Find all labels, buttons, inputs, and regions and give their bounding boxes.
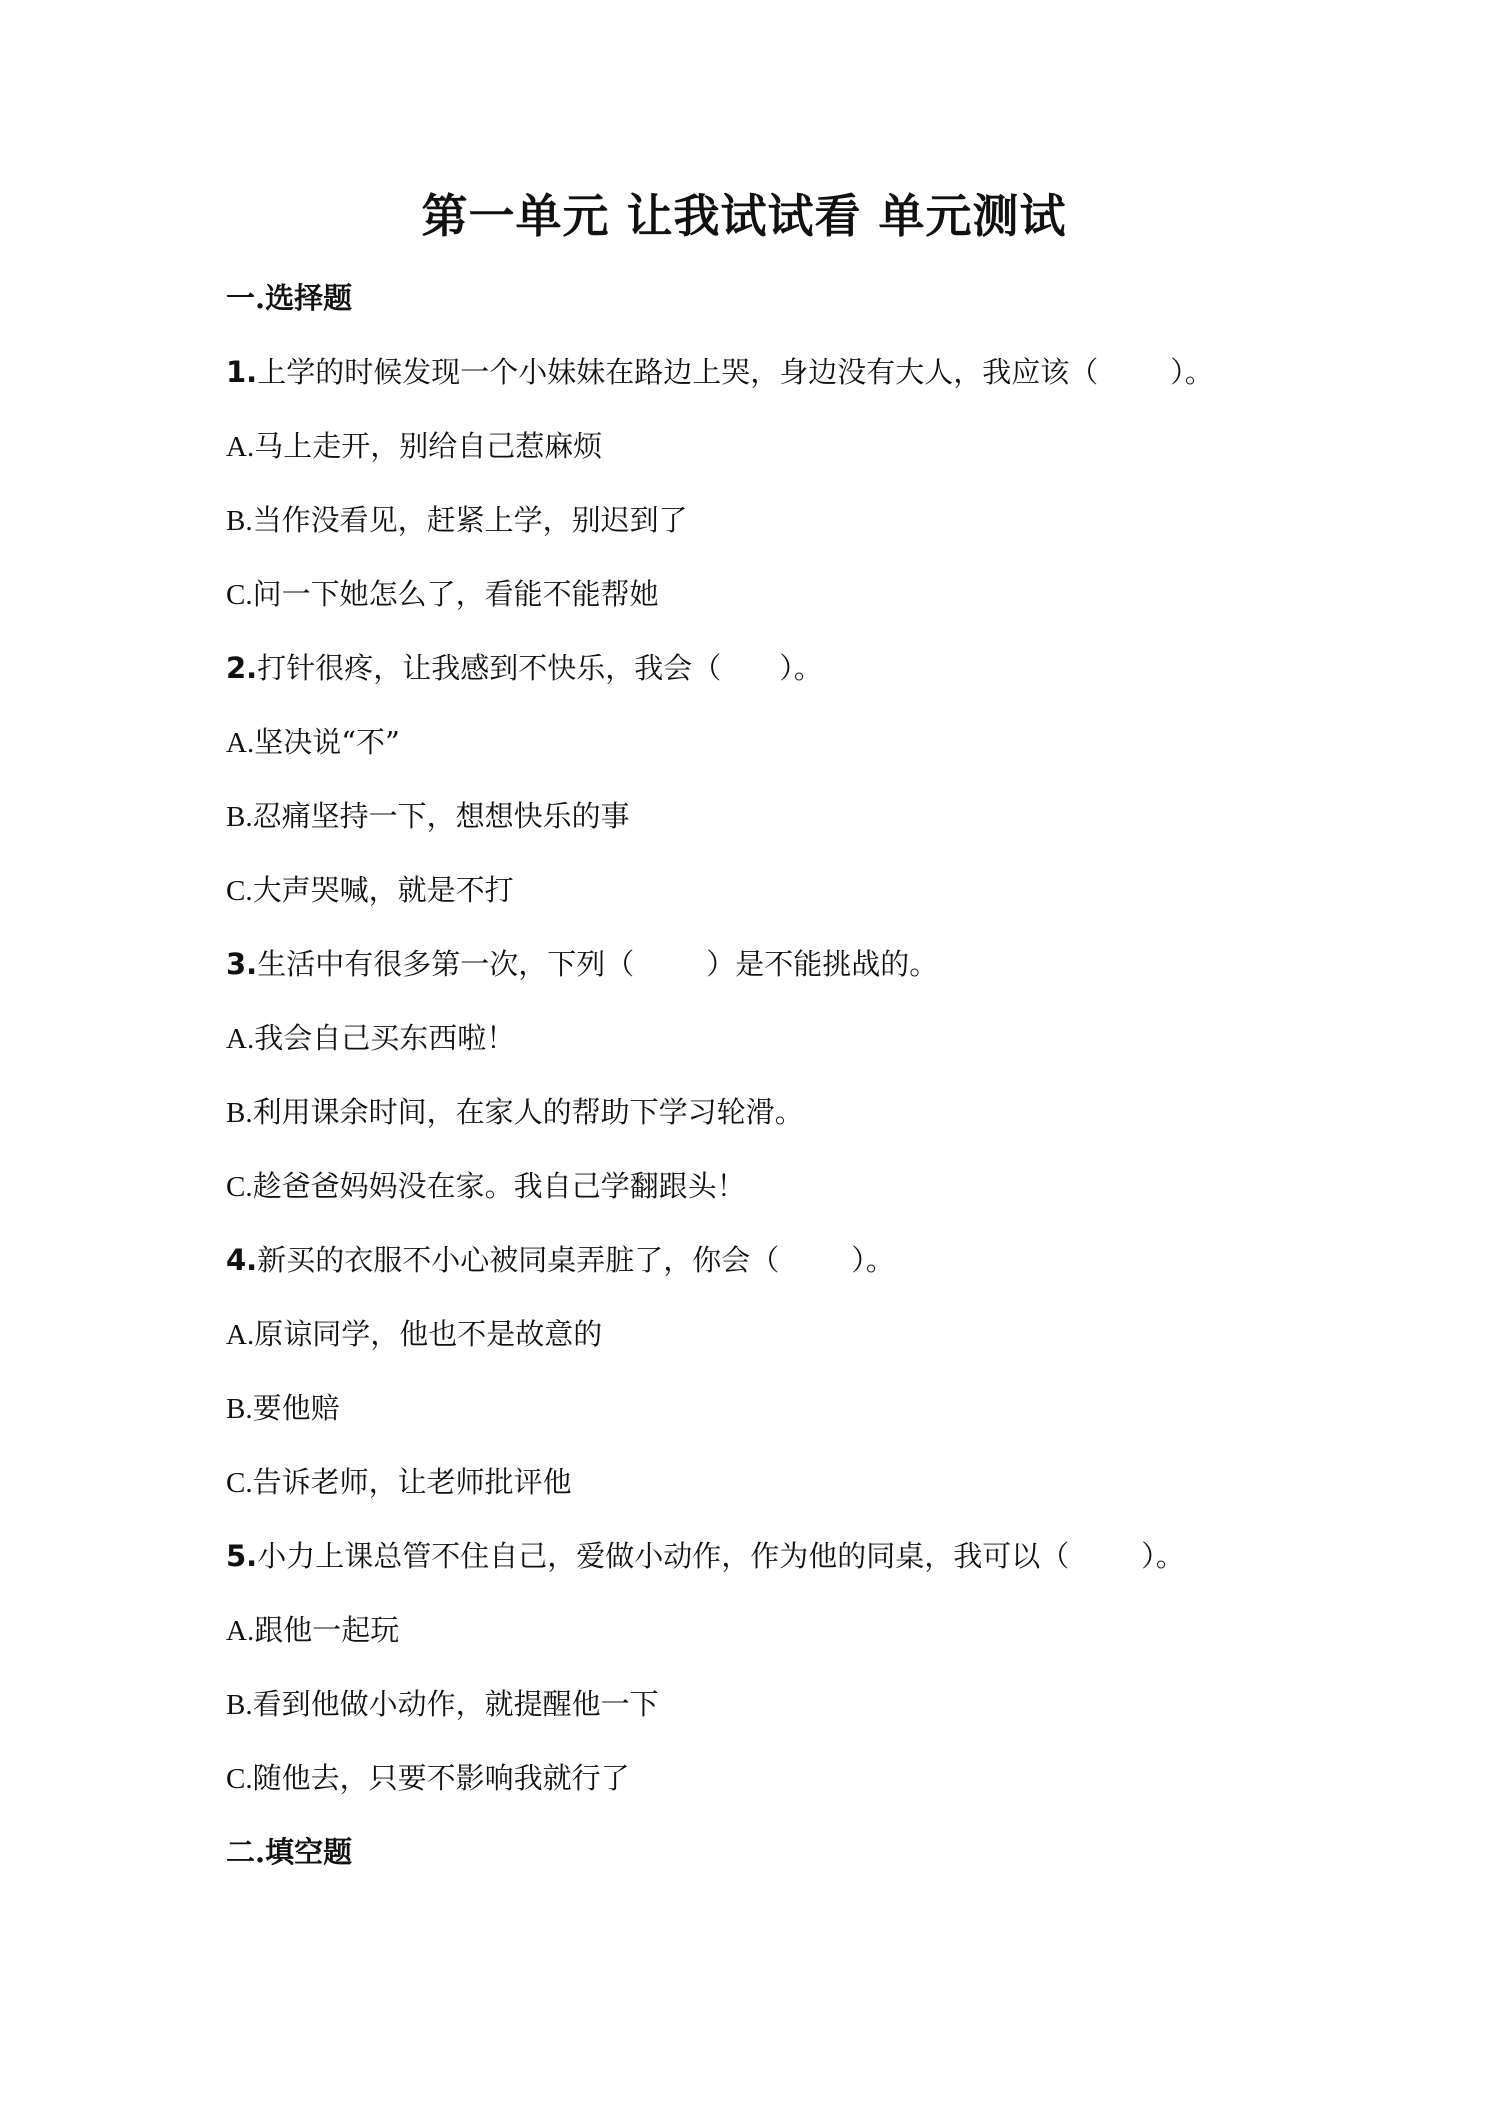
question-stem: 新买的衣服不小心被同桌弄脏了，你会（ — [257, 1243, 780, 1277]
option-3b — [226, 1090, 804, 1131]
option-text: 大声哭喊，就是不打 — [252, 873, 514, 907]
option-text: 跟他一起玩 — [254, 1613, 400, 1647]
option-text: 看到他做小动作，就提醒他一下 — [252, 1687, 659, 1721]
question-1 — [226, 350, 1214, 391]
option-1c — [226, 572, 659, 613]
section-heading-fill-in: 二.填空题 — [226, 1835, 353, 1869]
question-stem-end: ）。 — [779, 651, 823, 685]
option-text: 趁爸爸妈妈没在家。我自己学翻跟头！ — [252, 1169, 746, 1203]
option-1a — [226, 424, 602, 465]
option-letter: A. — [226, 1615, 255, 1647]
question-number: 2. — [226, 651, 258, 685]
option-text: 忍痛坚持一下，想想快乐的事 — [252, 799, 630, 833]
option-2a — [226, 720, 400, 761]
question-number: 4. — [226, 1243, 258, 1277]
option-1b — [226, 498, 688, 539]
option-letter: B. — [226, 1689, 253, 1721]
option-letter: C. — [226, 1171, 253, 1203]
option-letter: C. — [226, 1763, 253, 1795]
option-letter: A. — [226, 1319, 255, 1351]
question-stem-end: ）。 — [1141, 1539, 1185, 1573]
question-number: 1. — [226, 355, 258, 389]
question-4 — [226, 1238, 895, 1279]
option-letter: C. — [226, 579, 253, 611]
option-5b — [226, 1682, 659, 1723]
option-text: 要他赔 — [252, 1391, 340, 1425]
question-stem: 小力上课总管不住自己，爱做小动作，作为他的同桌，我可以（ — [257, 1539, 1070, 1573]
question-stem-end: ）是不能挑战的。 — [706, 947, 939, 981]
option-3a — [226, 1016, 515, 1057]
option-letter: B. — [226, 1097, 253, 1129]
option-letter: A. — [226, 727, 255, 759]
option-text: 原谅同学，他也不是故意的 — [254, 1317, 603, 1351]
question-stem-end: ）。 — [851, 1243, 895, 1277]
option-text: 告诉老师，让老师批评他 — [252, 1465, 572, 1499]
question-stem: 上学的时候发现一个小妹妹在路边上哭，身边没有大人，我应该（ — [257, 355, 1099, 389]
option-letter: A. — [226, 1023, 255, 1055]
option-text: 我会自己买东西啦！ — [254, 1021, 516, 1055]
option-letter: B. — [226, 1393, 253, 1425]
option-letter: B. — [226, 505, 253, 537]
section-heading-choice: 一.选择题 — [226, 281, 353, 315]
option-5a — [226, 1608, 399, 1649]
option-4c — [226, 1460, 572, 1501]
option-text: 坚决说“不” — [254, 725, 400, 759]
question-5 — [226, 1534, 1185, 1575]
option-text: 马上走开，别给自己惹麻烦 — [254, 429, 603, 463]
question-stem: 生活中有很多第一次，下列（ — [257, 947, 635, 981]
option-letter: C. — [226, 875, 253, 907]
option-3c — [226, 1164, 746, 1205]
option-2c — [226, 868, 514, 909]
option-letter: A. — [226, 431, 255, 463]
option-4b — [226, 1386, 340, 1427]
document-title: 第一单元 让我试试看 单元测试 — [421, 189, 1067, 243]
option-text: 利用课余时间，在家人的帮助下学习轮滑。 — [252, 1095, 804, 1129]
option-text: 问一下她怎么了，看能不能帮她 — [252, 577, 659, 611]
option-letter: B. — [226, 801, 253, 833]
question-number: 5. — [226, 1539, 258, 1573]
question-2 — [226, 646, 823, 687]
option-2b — [226, 794, 630, 835]
option-text: 随他去，只要不影响我就行了 — [252, 1761, 630, 1795]
question-3 — [226, 942, 938, 983]
option-5c — [226, 1756, 630, 1797]
question-stem: 打针很疼，让我感到不快乐，我会（ — [257, 651, 722, 685]
option-letter: C. — [226, 1467, 253, 1499]
option-text: 当作没看见，赶紧上学，别迟到了 — [252, 503, 688, 537]
option-4a — [226, 1312, 602, 1353]
question-number: 3. — [226, 947, 258, 981]
question-stem-end: ）。 — [1170, 355, 1214, 389]
